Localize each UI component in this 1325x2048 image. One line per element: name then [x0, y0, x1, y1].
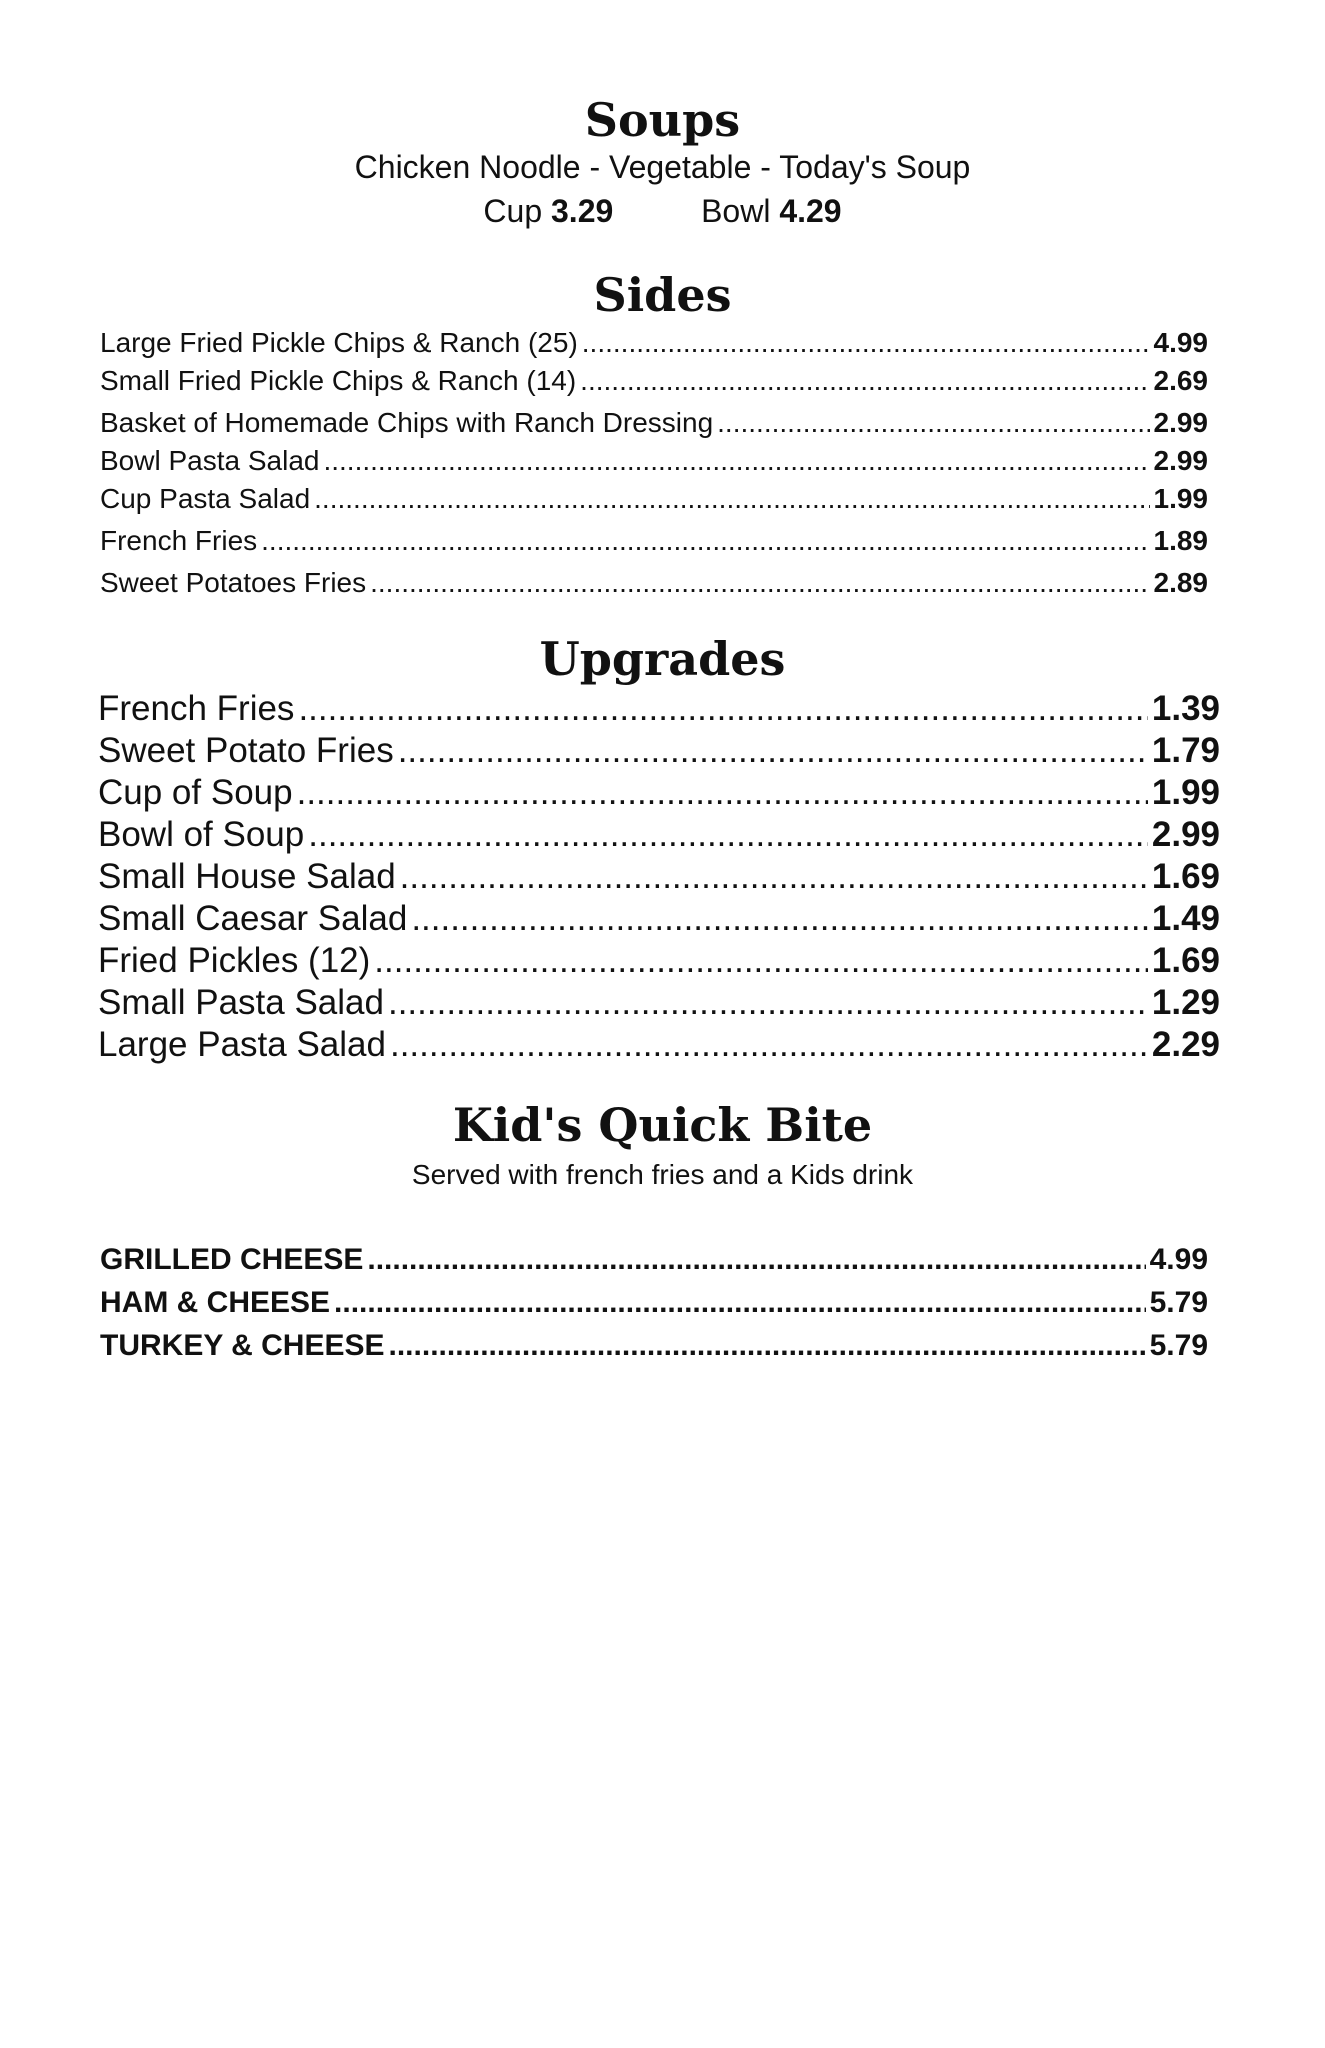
list-item: Cup Pasta Salad ..... 1.99 [100, 480, 1208, 518]
list-item: Bowl of Soup ..... 2.99 [98, 814, 1220, 856]
list-item: Sweet Potato Fries ..... 1.79 [98, 730, 1220, 772]
soups-heading: Soups [584, 93, 741, 147]
sides-list [100, 324, 1208, 602]
list-item: French Fries ..... 1.89 [100, 522, 1208, 560]
upgrades-heading: Upgrades [539, 632, 786, 686]
list-item: GRILLED CHEESE ..... 4.99 [100, 1238, 1208, 1281]
list-item: Small House Salad ..... 1.69 [98, 856, 1220, 898]
list-item: Basket of Homemade Chips with Ranch Dressing ..... 2.99 [100, 404, 1208, 442]
soup-varieties: Chicken Noodle - Vegetable - Today's Soup [354, 149, 971, 185]
kids-note: Served with french fries and a Kids drink [411, 1159, 914, 1190]
soup-sizes [0, 191, 1325, 231]
list-item: Large Fried Pickle Chips & Ranch (25) ..... 4.99 [100, 324, 1208, 362]
list-item: Sweet Potatoes Fries ..... 2.89 [100, 564, 1208, 602]
list-item: Small Pasta Salad ..... 1.29 [98, 982, 1220, 1024]
cup-price: 3.29 [551, 193, 614, 229]
sides-heading: Sides [593, 268, 732, 322]
bowl-label: Bowl [701, 193, 771, 229]
kids-list [100, 1238, 1208, 1367]
list-item: French Fries ..... 1.39 [98, 688, 1220, 730]
bowl-price: 4.29 [779, 193, 842, 229]
list-item: Bowl Pasta Salad ..... 2.99 [100, 442, 1208, 480]
list-item: Cup of Soup ..... 1.99 [98, 772, 1220, 814]
list-item: Small Caesar Salad ..... 1.49 [98, 898, 1220, 940]
list-item: TURKEY & CHEESE ..... 5.79 [100, 1324, 1208, 1367]
list-item: HAM & CHEESE ..... 5.79 [100, 1281, 1208, 1324]
list-item: Large Pasta Salad ..... 2.29 [98, 1024, 1220, 1066]
cup-label: Cup [483, 193, 543, 229]
upgrades-list [98, 688, 1220, 1066]
list-item: Fried Pickles (12) ..... 1.69 [98, 940, 1220, 982]
list-item: Small Fried Pickle Chips & Ranch (14) ..... 2.69 [100, 362, 1208, 400]
kids-heading: Kid's Quick Bite [452, 1098, 873, 1152]
